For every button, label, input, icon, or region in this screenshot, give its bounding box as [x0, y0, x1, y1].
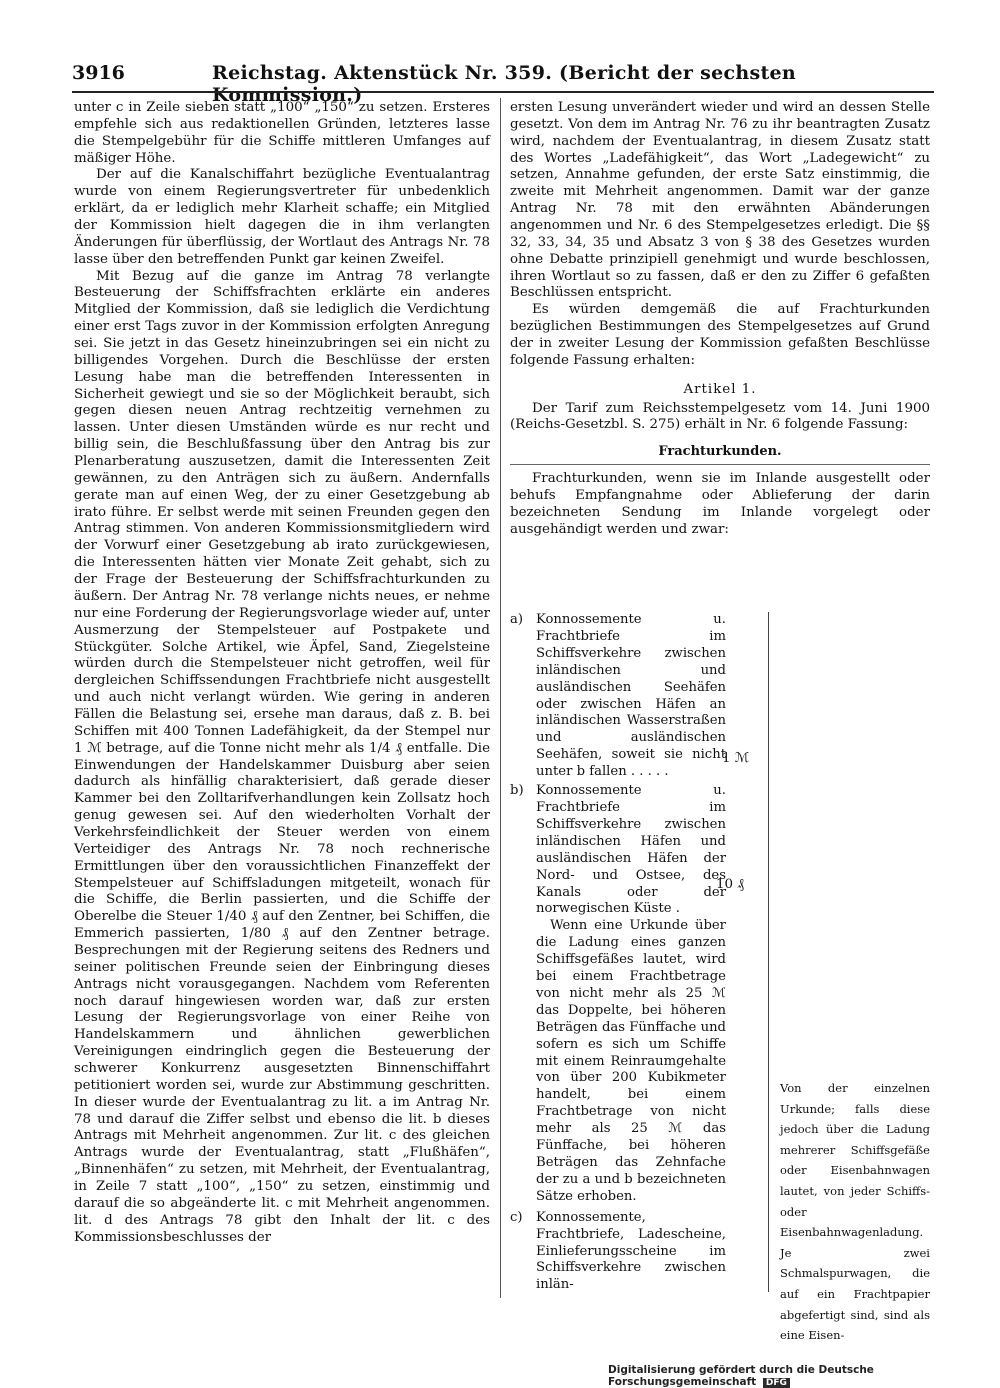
- article-text: Der Tarif zum Reichsstempelgesetz vom 14. Juni 1900 (Reichs-Gesetzbl. S. 275) erhält in Nr. 6 folgende Fassung:: [510, 400, 930, 433]
- item-text: Konnossemente u. Frachtbriefe im Schiffsverkehre zwischen inländischen und ausländischen Seehäfen oder zwischen Häfen an inländischen Wasserstraßen und ausländischen Seehäfen, soweit sie nicht unter b fallen . . . . .: [536, 612, 726, 780]
- dfg-logo: DFG: [763, 1378, 790, 1388]
- rate-a: 1 ℳ: [722, 751, 750, 766]
- side-note: Von der einzelnen Urkunde; falls diese jedoch über die Ladung mehrerer Schiffsgefäße oder Eisenbahnwagen lautet, von jeder Schiffs- oder Eisenbahnwagenladung. Je zwei Schmalspurwagen, die auf ein Frachtpapier abgefertigt sind, sind als eine Eisen-: [780, 1081, 930, 1343]
- section-title: Frachturkunden.: [510, 444, 930, 465]
- section-intro: Frachturkunden, wenn sie im Inlande ausgestellt oder behufs Empfangnahme oder Ablieferung der darin bezeichneten Sendung im Inlande vorgelegt oder ausgehändigt werden und zwar:: [510, 471, 930, 537]
- item-label: a): [510, 612, 524, 627]
- right-column: [510, 100, 930, 539]
- column-divider: [500, 98, 501, 1298]
- item-subnote: Wenn eine Urkunde über die Ladung eines ganzen Schiffsgefäßes lautet, wird bei einem Frachtbetrage von nicht mehr als 25 ℳ das Doppelte, bei höheren Beträgen das Fünffache und sofern es sich um Schiffe mit einem Reinraumgehalte von über 200 Kubikmeter handelt, bei einem Frachtbetrage von nicht mehr als 25 ℳ das Fünffache, bei höheren Beträgen das Zehnfache der zu a und b bezeichneten Sätze erhoben.: [536, 918, 726, 1204]
- item-label: b): [510, 783, 524, 799]
- page-header: [72, 58, 932, 106]
- digitization-credit: [608, 1364, 1000, 1388]
- article-title: Artikel 1.: [683, 381, 757, 397]
- left-paragraph: Der auf die Kanalschiffahrt bezügliche Eventualantrag wurde von einem Regierungsvertreter für unbedenklich erklärt, da er lediglich mehr Klarheit schaffe; ein Mitglied der Kommission hielt dagegen die in ihm verlangten Änderungen für überflüssig, der Wortlaut des Antrags Nr. 78 lasse über den betreffenden Punkt gar keinen Zweifel.: [74, 167, 490, 267]
- tariff-bracket: [768, 612, 769, 1292]
- right-paragraph: Es würden demgemäß die auf Frachturkunden bezüglichen Bestimmungen des Stempelgesetzes auf Grund der in zweiter Lesung der Kommission gefaßten Beschlüsse folgende Fassung erhalten:: [510, 302, 930, 368]
- tariff-item: [510, 612, 930, 781]
- header-rule: [72, 91, 934, 93]
- tariff-item: [510, 783, 930, 918]
- item-text: Konnossemente, Frachtbriefe, Ladescheine, Einlieferungsscheine im Schiffsverkehre zwischen inlän-: [536, 1209, 726, 1293]
- left-paragraph: Mit Bezug auf die ganze im Antrag 78 verlangte Besteuerung der Schiffsfrachten erklärte ein anderes Mitglied der Kommission, daß sie lediglich die Verdichtung einer erst Tags zuvor in der Kommission erfolgten Anregung sei. Sie jetzt in das Gesetz hineinzubringen sei ein nicht zu billigendes Vorgehen. Durch die Beschlüsse der ersten Lesung habe man die betreffenden Interessenten in Sicherheit gewiegt und sie so der Möglichkeit beraubt, sich gegen diesen neuen Antrag rechtzeitig vernehmen zu lassen. Unter diesen Umständen würde es nur recht und billig sein, die Beschlußfassung über den Antrag bis zur Plenarberatung auszusetzen, damit die Interessenten Zeit gewännen, zu den Anträgen sich zu äußern. Andernfalls gerate man auf einen Weg, der zu einer Gesetzgebung ab irato führe. Er selbst werde mit seinen Freunden gegen den Antrag stimmen. Von anderen Kommissionsmitgliedern wird der Vorwurf einer Gesetzgebung ab irato zurückgewiesen, die Interessenten hätten vier Monate Zeit gehabt, sich zu der Frage der Besteuerung der Schiffsfrachturkunden zu äußern. Der Antrag Nr. 78 verlange nichts neues, er nehme nur eine Forderung der Regierungsvorlage wieder auf, unter Ausmerzung der Stempelsteuer auf Postpakete und Stückgüter. Solche Artikel, wie Äpfel, Sand, Ziegelsteine würden durch die Stempelsteuer nicht getroffen, weil für dergleichen Schiffssendungen Frachtbriefe nicht ausgestellt und auch nicht verlangt würden. Wie gering in anderen Fällen die Belastung sei, ersehe man daraus, daß z. B. bei Schiffen mit 400 Tonnen Ladefähigkeit, da der Stempel nur 1 ℳ betrage, auf die Tonne nicht mehr als 1/4 ₰ entfalle. Die Einwendungen der Handelskammer Duisburg aber seien dadurch als hinfällig charakterisiert, daß gerade dieser Kammer bei den Zolltarifverhandlungen kein Zollsatz hoch genug gewesen sei. Auf den wiederholten Vorhalt der Verkehrsfeindlichkeit der Steuer werden von einem Verteidiger des Antrags Nr. 78 noch rechnerische Ermittlungen über den voraussichtlichen Finanzeffekt der Stempelsteuer auf Schiffsladungen mitgeteilt, wonach für die Schiffe, die Berlin passierten, und die Schiffe der Oberelbe die Steuer 1/40 ₰ auf den Zentner, bei Schiffen, die Emmerich passierten, 1/80 ₰ auf den Zentner betrage. Besprechungen mit der Regierung seitens des Redners und seiner politischen Freunde seien der Einbringung dieses Antrags nicht vorausgegangen. Nachdem vom Referenten noch darauf hingewiesen worden war, daß zur ersten Lesung der Regierungsvorlage von einer Reihe von Handelskammern und ähnlichen gewerblichen Vereinigungen eindringlich gegen die Besteuerung der schwerer Konkurrenz ausgesetzten Binnenschiffahrt petitioniert worden sei, wurde zur Abstimmung geschritten. In dieser wurde der Eventualantrag zu lit. a im Antrag Nr. 78 und darauf die Ziffer selbst und ebenso die lit. b dieses Antrags mit Mehrheit angenommen. Zur lit. c des gleichen Antrags wurde der Eventualantrag, statt „Flußhäfen“, „Binnenhäfen“ zu setzen, mit Mehrheit, der Eventualantrag, in Zeile 7 statt „100“, „150“ zu setzen, einstimmig und darauf die so abgeänderte lit. c mit Mehrheit angenommen. lit. d des Antrags 78 gibt den Inhalt der lit. c des Kommissionsbeschlusses der: [74, 268, 490, 1245]
- left-paragraph: unter c in Zeile sieben statt „100“ „150“ zu setzen. Ersteres empfehle sich aus redaktionellen Gründen, letzteres lasse die Stempelgebühr für die Schiffe mittleren Umfanges auf mäßiger Höhe.: [74, 100, 490, 166]
- item-label: c): [510, 1209, 523, 1225]
- page-number: 3916: [72, 62, 125, 84]
- page-title: Reichstag. Aktenstück Nr. 359. (Bericht der sechsten Kommission.): [212, 62, 797, 106]
- left-column: [74, 100, 490, 1246]
- right-paragraph: ersten Lesung unverändert wieder und wird an dessen Stelle gesetzt. Von dem im Antrag Nr. 76 zu ihr beantragten Zusatz wird, nachdem der Eventualantrag, in diesem Zusatz statt des Wortes „Ladefähigkeit“, das Wort „Ladegewicht“ zu setzen, Annahme gefunden, der erste Satz einstimmig, die zweite mit Mehrheit angenommen. Damit war der ganze Antrag Nr. 78 mit den erwähnten Abänderungen angenommen und Nr. 6 des Stempelgesetzes erledigt. Die §§ 32, 33, 34, 35 und Absatz 3 von § 38 des Gesetzes wurden ohne Debatte prinzipiell genehmigt und wurde beschlossen, ihren Wortlaut so zu fassen, daß er den zu Ziffer 6 gefaßten Beschlüssen entspricht.: [510, 100, 930, 301]
- item-text: Konnossemente u. Frachtbriefe im Schiffsverkehre zwischen inländischen Häfen und ausländischen Häfen der Nord- und Ostsee, des Kanals oder der norwegischen Küste .: [536, 783, 726, 917]
- rate-b: 10 ₰: [716, 877, 744, 892]
- credit-text: Digitalisierung gefördert durch die Deutsche Forschungsgemeinschaft: [608, 1364, 874, 1388]
